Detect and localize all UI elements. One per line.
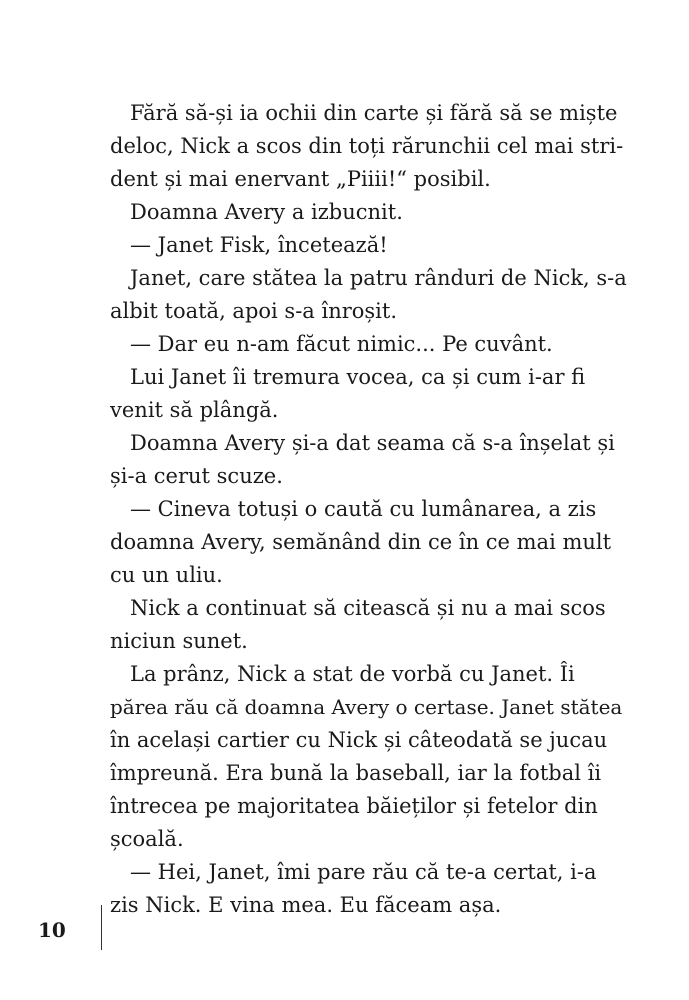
- folio-divider: [101, 905, 102, 950]
- text-line: niciun sunet.: [110, 629, 248, 653]
- text-line: în același cartier cu Nick și câteodată se jucau: [110, 728, 608, 752]
- text-line: cu un uliu.: [110, 563, 223, 587]
- text-line: doamna Avery, semănând din ce în ce mai mult: [110, 530, 612, 554]
- text-line: părea rău că doamna Avery o certase. Janet stătea: [110, 695, 623, 719]
- text-line: întrecea pe majoritatea băieților și fetelor din: [110, 794, 598, 818]
- text-line: Doamna Avery și-a dat seama că s-a înșelat și: [130, 431, 615, 455]
- text-line: Nick a continuat să citească și nu a mai scos: [130, 596, 606, 620]
- text-line: venit să plângă.: [110, 398, 279, 422]
- text-line: împreună. Era bună la baseball, iar la fotbal îi: [110, 761, 602, 785]
- text-line: școală.: [110, 827, 184, 851]
- text-line: Lui Janet îi tremura vocea, ca și cum i-ar fi: [130, 365, 586, 389]
- text-line: Janet, care stătea la patru rânduri de Nick, s-a: [130, 266, 627, 290]
- body-text: [110, 97, 630, 922]
- text-line: deloc, Nick a scos din toți rărunchii cel mai stri-: [110, 134, 624, 158]
- text-line: — Cineva totuși o caută cu lumânarea, a zis: [130, 497, 597, 521]
- text-line: — Hei, Janet, îmi pare rău că te-a certat, i-a: [130, 860, 597, 884]
- text-line: — Janet Fisk, încetează!: [130, 233, 388, 257]
- page-number: 10: [38, 918, 66, 942]
- text-line: și-a cerut scuze.: [110, 464, 283, 488]
- text-line: La prânz, Nick a stat de vorbă cu Janet. Îi: [130, 662, 575, 686]
- text-line: — Dar eu n-am făcut nimic... Pe cuvânt.: [130, 332, 553, 356]
- text-line: zis Nick. E vina mea. Eu făceam așa.: [110, 893, 502, 917]
- text-line: albit toată, apoi s-a înroșit.: [110, 299, 398, 323]
- text-line: Fără să-și ia ochii din carte și fără să se miște: [130, 101, 618, 125]
- text-line: Doamna Avery a izbucnit.: [130, 200, 403, 224]
- text-line: dent și mai enervant „Piiii!“ posibil.: [110, 167, 491, 191]
